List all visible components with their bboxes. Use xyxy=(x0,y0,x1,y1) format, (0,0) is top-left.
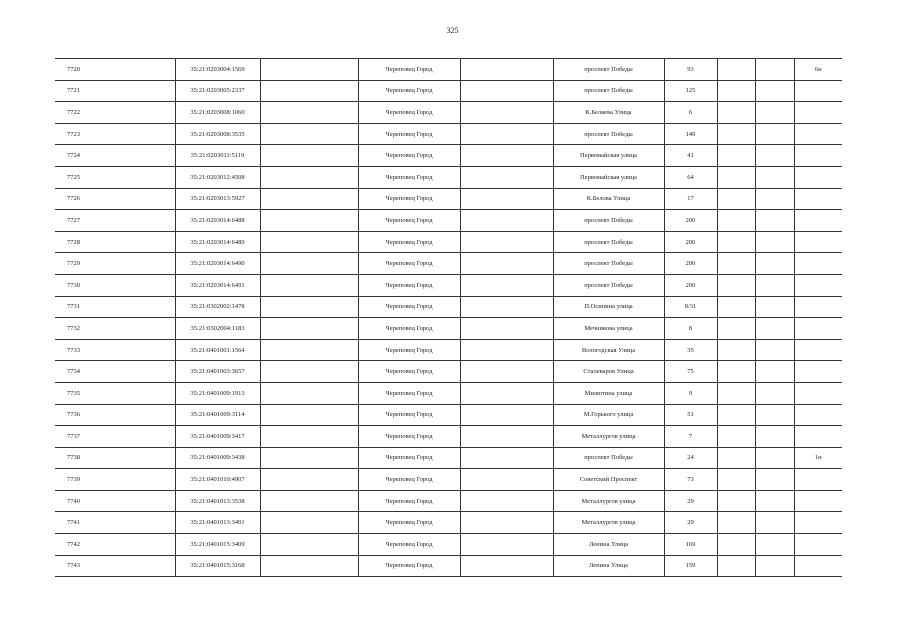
cadastral-number-cell: 35:21:0302004:1183 xyxy=(175,318,260,340)
empty-cell xyxy=(93,447,175,469)
city-cell: Череповец Город xyxy=(358,447,460,469)
street-cell: П.Осипина улица xyxy=(553,296,664,318)
empty-cell xyxy=(717,188,755,210)
premises-number-cell xyxy=(794,555,842,577)
table-row xyxy=(55,210,842,232)
empty-cell xyxy=(755,274,794,296)
empty-cell xyxy=(460,296,553,318)
row-number-cell: 7735 xyxy=(55,382,93,404)
city-cell: Череповец Город xyxy=(358,339,460,361)
empty-cell xyxy=(260,318,358,340)
empty-cell xyxy=(93,231,175,253)
house-number-cell: 93 xyxy=(664,59,717,81)
empty-cell xyxy=(460,59,553,81)
street-cell: проспект Победы xyxy=(553,80,664,102)
empty-cell xyxy=(460,145,553,167)
empty-cell xyxy=(460,490,553,512)
table-row xyxy=(55,188,842,210)
city-cell: Череповец Город xyxy=(358,188,460,210)
street-cell: проспект Победы xyxy=(553,59,664,81)
empty-cell xyxy=(717,253,755,275)
empty-cell xyxy=(260,426,358,448)
house-number-cell: 75 xyxy=(664,361,717,383)
premises-number-cell xyxy=(794,318,842,340)
row-number-cell: 7740 xyxy=(55,490,93,512)
empty-cell xyxy=(755,447,794,469)
street-cell: Вологодская Улица xyxy=(553,339,664,361)
empty-cell xyxy=(755,382,794,404)
city-cell: Череповец Город xyxy=(358,80,460,102)
street-cell: Милютина улица xyxy=(553,382,664,404)
table-row xyxy=(55,166,842,188)
empty-cell xyxy=(755,361,794,383)
empty-cell xyxy=(755,490,794,512)
row-number-cell: 7720 xyxy=(55,59,93,81)
row-number-cell: 7722 xyxy=(55,102,93,124)
house-number-cell: 169 xyxy=(664,534,717,556)
premises-number-cell xyxy=(794,490,842,512)
row-number-cell: 7733 xyxy=(55,339,93,361)
premises-number-cell xyxy=(794,426,842,448)
premises-number-cell xyxy=(794,145,842,167)
empty-cell xyxy=(260,166,358,188)
empty-cell xyxy=(460,447,553,469)
street-cell: Металлургов улица xyxy=(553,426,664,448)
empty-cell xyxy=(260,210,358,232)
empty-cell xyxy=(755,231,794,253)
city-cell: Череповец Город xyxy=(358,123,460,145)
empty-cell xyxy=(717,318,755,340)
empty-cell xyxy=(755,318,794,340)
table-row xyxy=(55,145,842,167)
premises-number-cell xyxy=(794,534,842,556)
empty-cell xyxy=(717,534,755,556)
street-cell: проспект Победы xyxy=(553,210,664,232)
empty-cell xyxy=(460,274,553,296)
empty-cell xyxy=(93,426,175,448)
empty-cell xyxy=(260,447,358,469)
row-number-cell: 7730 xyxy=(55,274,93,296)
empty-cell xyxy=(93,318,175,340)
premises-number-cell: 6н xyxy=(794,59,842,81)
cadastral-number-cell: 35:21:0401013:3491 xyxy=(175,512,260,534)
row-number-cell: 7742 xyxy=(55,534,93,556)
city-cell: Череповец Город xyxy=(358,296,460,318)
empty-cell xyxy=(260,80,358,102)
city-cell: Череповец Город xyxy=(358,253,460,275)
premises-number-cell xyxy=(794,382,842,404)
city-cell: Череповец Город xyxy=(358,231,460,253)
cadastral-number-cell: 35:21:0401009:3417 xyxy=(175,426,260,448)
empty-cell xyxy=(460,555,553,577)
street-cell: Металлургов улица xyxy=(553,490,664,512)
empty-cell xyxy=(93,382,175,404)
street-cell: Первомайская улица xyxy=(553,145,664,167)
empty-cell xyxy=(755,166,794,188)
premises-number-cell xyxy=(794,296,842,318)
premises-number-cell xyxy=(794,339,842,361)
empty-cell xyxy=(460,188,553,210)
city-cell: Череповец Город xyxy=(358,404,460,426)
street-cell: Советский Проспект xyxy=(553,469,664,491)
premises-number-cell xyxy=(794,469,842,491)
cadastral-number-cell: 35:21:0203014:6489 xyxy=(175,231,260,253)
empty-cell xyxy=(717,59,755,81)
empty-cell xyxy=(755,145,794,167)
empty-cell xyxy=(755,555,794,577)
empty-cell xyxy=(460,253,553,275)
empty-cell xyxy=(717,231,755,253)
street-cell: К.Беляева Улица xyxy=(553,102,664,124)
empty-cell xyxy=(460,210,553,232)
row-number-cell: 7743 xyxy=(55,555,93,577)
street-cell: Металлургов улица xyxy=(553,512,664,534)
row-number-cell: 7724 xyxy=(55,145,93,167)
house-number-cell: 29 xyxy=(664,512,717,534)
empty-cell xyxy=(755,59,794,81)
row-number-cell: 7737 xyxy=(55,426,93,448)
row-number-cell: 7734 xyxy=(55,361,93,383)
city-cell: Череповец Город xyxy=(358,145,460,167)
empty-cell xyxy=(755,469,794,491)
cadastral-number-cell: 35:21:0203004:1569 xyxy=(175,59,260,81)
city-cell: Череповец Город xyxy=(358,426,460,448)
empty-cell xyxy=(717,555,755,577)
street-cell: М.Горького улица xyxy=(553,404,664,426)
empty-cell xyxy=(717,210,755,232)
table-row xyxy=(55,231,842,253)
empty-cell xyxy=(93,253,175,275)
empty-cell xyxy=(260,404,358,426)
house-number-cell: 9 xyxy=(664,382,717,404)
house-number-cell: 8/31 xyxy=(664,296,717,318)
empty-cell xyxy=(260,469,358,491)
empty-cell xyxy=(755,512,794,534)
table-row xyxy=(55,490,842,512)
house-number-cell: 24 xyxy=(664,447,717,469)
empty-cell xyxy=(93,512,175,534)
empty-cell xyxy=(93,339,175,361)
empty-cell xyxy=(717,490,755,512)
empty-cell xyxy=(93,123,175,145)
empty-cell xyxy=(260,512,358,534)
empty-cell xyxy=(755,339,794,361)
street-cell: Мечникова улица xyxy=(553,318,664,340)
empty-cell xyxy=(260,231,358,253)
empty-cell xyxy=(460,469,553,491)
empty-cell xyxy=(717,166,755,188)
cadastral-number-cell: 35:21:0203014:6490 xyxy=(175,253,260,275)
empty-cell xyxy=(93,274,175,296)
street-cell: проспект Победы xyxy=(553,231,664,253)
premises-number-cell: 1н xyxy=(794,447,842,469)
city-cell: Череповец Город xyxy=(358,102,460,124)
cadastral-number-cell: 35:21:0302002:1478 xyxy=(175,296,260,318)
cadastral-number-cell: 35:21:0401003:3657 xyxy=(175,361,260,383)
row-number-cell: 7738 xyxy=(55,447,93,469)
row-number-cell: 7721 xyxy=(55,80,93,102)
empty-cell xyxy=(93,534,175,556)
empty-cell xyxy=(460,123,553,145)
house-number-cell: 6 xyxy=(664,102,717,124)
empty-cell xyxy=(717,296,755,318)
empty-cell xyxy=(460,318,553,340)
cadastral-number-cell: 35:21:0401001:1564 xyxy=(175,339,260,361)
empty-cell xyxy=(93,210,175,232)
table-row xyxy=(55,80,842,102)
empty-cell xyxy=(755,534,794,556)
table-row xyxy=(55,404,842,426)
row-number-cell: 7725 xyxy=(55,166,93,188)
table-row xyxy=(55,123,842,145)
street-cell: Ленина Улица xyxy=(553,555,664,577)
house-number-cell: 51 xyxy=(664,404,717,426)
row-number-cell: 7723 xyxy=(55,123,93,145)
premises-number-cell xyxy=(794,166,842,188)
city-cell: Череповец Город xyxy=(358,490,460,512)
table-row xyxy=(55,534,842,556)
empty-cell xyxy=(260,361,358,383)
cadastral-number-cell: 35:21:0203012:4508 xyxy=(175,166,260,188)
table-row xyxy=(55,59,842,81)
city-cell: Череповец Город xyxy=(358,382,460,404)
empty-cell xyxy=(717,145,755,167)
premises-number-cell xyxy=(794,361,842,383)
city-cell: Череповец Город xyxy=(358,361,460,383)
empty-cell xyxy=(460,166,553,188)
cadastral-number-cell: 35:21:0203008:1060 xyxy=(175,102,260,124)
street-cell: Ленина Улица xyxy=(553,534,664,556)
row-number-cell: 7731 xyxy=(55,296,93,318)
empty-cell xyxy=(755,188,794,210)
empty-cell xyxy=(755,102,794,124)
empty-cell xyxy=(93,555,175,577)
empty-cell xyxy=(260,59,358,81)
cadastral-number-cell: 35:21:0203014:6488 xyxy=(175,210,260,232)
row-number-cell: 7729 xyxy=(55,253,93,275)
cadastral-number-cell: 35:21:0401009:3114 xyxy=(175,404,260,426)
city-cell: Череповец Город xyxy=(358,534,460,556)
empty-cell xyxy=(460,426,553,448)
house-number-cell: 125 xyxy=(664,80,717,102)
premises-number-cell xyxy=(794,188,842,210)
empty-cell xyxy=(460,339,553,361)
cadastral-number-cell: 35:21:0203013:5927 xyxy=(175,188,260,210)
table-row xyxy=(55,426,842,448)
row-number-cell: 7739 xyxy=(55,469,93,491)
empty-cell xyxy=(755,296,794,318)
empty-cell xyxy=(717,447,755,469)
empty-cell xyxy=(755,404,794,426)
empty-cell xyxy=(717,361,755,383)
cadastral-number-cell: 35:21:0203008:3535 xyxy=(175,123,260,145)
city-cell: Череповец Город xyxy=(358,274,460,296)
table-row xyxy=(55,102,842,124)
house-number-cell: 35 xyxy=(664,339,717,361)
cadastral-number-cell: 35:21:0401010:4907 xyxy=(175,469,260,491)
empty-cell xyxy=(717,339,755,361)
empty-cell xyxy=(260,534,358,556)
table-row xyxy=(55,296,842,318)
table-row xyxy=(55,339,842,361)
empty-cell xyxy=(260,296,358,318)
empty-cell xyxy=(717,469,755,491)
empty-cell xyxy=(717,404,755,426)
empty-cell xyxy=(260,123,358,145)
cadastral-number-cell: 35:21:0401013:3538 xyxy=(175,490,260,512)
cadastral-number-cell: 35:21:0203005:2337 xyxy=(175,80,260,102)
empty-cell xyxy=(260,102,358,124)
empty-cell xyxy=(755,426,794,448)
empty-cell xyxy=(93,166,175,188)
empty-cell xyxy=(260,339,358,361)
page-number: 325 xyxy=(446,26,459,35)
cadastral-number-cell: 35:21:0203011:5119 xyxy=(175,145,260,167)
empty-cell xyxy=(755,253,794,275)
empty-cell xyxy=(717,80,755,102)
empty-cell xyxy=(460,512,553,534)
city-cell: Череповец Город xyxy=(358,555,460,577)
empty-cell xyxy=(717,426,755,448)
table-row xyxy=(55,274,842,296)
city-cell: Череповец Город xyxy=(358,318,460,340)
empty-cell xyxy=(93,59,175,81)
house-number-cell: 7 xyxy=(664,426,717,448)
empty-cell xyxy=(755,210,794,232)
city-cell: Череповец Город xyxy=(358,59,460,81)
street-cell: проспект Победы xyxy=(553,253,664,275)
empty-cell xyxy=(260,274,358,296)
empty-cell xyxy=(93,102,175,124)
row-number-cell: 7726 xyxy=(55,188,93,210)
empty-cell xyxy=(460,80,553,102)
empty-cell xyxy=(460,534,553,556)
cadastral-number-cell: 35:21:0203014:6491 xyxy=(175,274,260,296)
premises-number-cell xyxy=(794,404,842,426)
table-row xyxy=(55,469,842,491)
house-number-cell: 8 xyxy=(664,318,717,340)
premises-number-cell xyxy=(794,231,842,253)
house-number-cell: 159 xyxy=(664,555,717,577)
empty-cell xyxy=(460,102,553,124)
empty-cell xyxy=(260,490,358,512)
empty-cell xyxy=(260,382,358,404)
house-number-cell: 29 xyxy=(664,490,717,512)
table-row xyxy=(55,318,842,340)
street-cell: проспект Победы xyxy=(553,274,664,296)
empty-cell xyxy=(717,123,755,145)
premises-number-cell xyxy=(794,80,842,102)
premises-number-cell xyxy=(794,102,842,124)
empty-cell xyxy=(717,274,755,296)
empty-cell xyxy=(460,231,553,253)
table-row xyxy=(55,253,842,275)
property-registry-table xyxy=(55,58,842,577)
house-number-cell: 200 xyxy=(664,253,717,275)
empty-cell xyxy=(93,145,175,167)
premises-number-cell xyxy=(794,274,842,296)
house-number-cell: 64 xyxy=(664,166,717,188)
empty-cell xyxy=(755,123,794,145)
street-cell: проспект Победы xyxy=(553,123,664,145)
premises-number-cell xyxy=(794,512,842,534)
house-number-cell: 41 xyxy=(664,145,717,167)
row-number-cell: 7741 xyxy=(55,512,93,534)
empty-cell xyxy=(460,404,553,426)
house-number-cell: 200 xyxy=(664,274,717,296)
cadastral-number-cell: 35:21:0401009:3438 xyxy=(175,447,260,469)
empty-cell xyxy=(717,102,755,124)
house-number-cell: 200 xyxy=(664,210,717,232)
empty-cell xyxy=(93,80,175,102)
empty-cell xyxy=(260,555,358,577)
empty-cell xyxy=(260,145,358,167)
row-number-cell: 7728 xyxy=(55,231,93,253)
empty-cell xyxy=(93,404,175,426)
empty-cell xyxy=(717,382,755,404)
street-cell: проспект Победы xyxy=(553,447,664,469)
cadastral-number-cell: 35:21:0401009:1913 xyxy=(175,382,260,404)
house-number-cell: 17 xyxy=(664,188,717,210)
empty-cell xyxy=(260,253,358,275)
empty-cell xyxy=(93,188,175,210)
registry-body xyxy=(55,59,842,577)
empty-cell xyxy=(93,296,175,318)
table-row xyxy=(55,447,842,469)
city-cell: Череповец Город xyxy=(358,166,460,188)
city-cell: Череповец Город xyxy=(358,512,460,534)
house-number-cell: 73 xyxy=(664,469,717,491)
empty-cell xyxy=(755,80,794,102)
row-number-cell: 7732 xyxy=(55,318,93,340)
table-row xyxy=(55,382,842,404)
cadastral-number-cell: 35:21:0401015:3168 xyxy=(175,555,260,577)
table-row xyxy=(55,512,842,534)
empty-cell xyxy=(93,361,175,383)
street-cell: К.Белова Улица xyxy=(553,188,664,210)
table-row xyxy=(55,555,842,577)
empty-cell xyxy=(260,188,358,210)
empty-cell xyxy=(93,490,175,512)
house-number-cell: 149 xyxy=(664,123,717,145)
empty-cell xyxy=(717,512,755,534)
street-cell: Сталеваров Улица xyxy=(553,361,664,383)
row-number-cell: 7727 xyxy=(55,210,93,232)
table-row xyxy=(55,361,842,383)
city-cell: Череповец Город xyxy=(358,469,460,491)
premises-number-cell xyxy=(794,253,842,275)
city-cell: Череповец Город xyxy=(358,210,460,232)
empty-cell xyxy=(460,361,553,383)
street-cell: Первомайская улица xyxy=(553,166,664,188)
empty-cell xyxy=(93,469,175,491)
house-number-cell: 200 xyxy=(664,231,717,253)
row-number-cell: 7736 xyxy=(55,404,93,426)
premises-number-cell xyxy=(794,210,842,232)
empty-cell xyxy=(460,382,553,404)
cadastral-number-cell: 35:21:0401015:3409 xyxy=(175,534,260,556)
premises-number-cell xyxy=(794,123,842,145)
